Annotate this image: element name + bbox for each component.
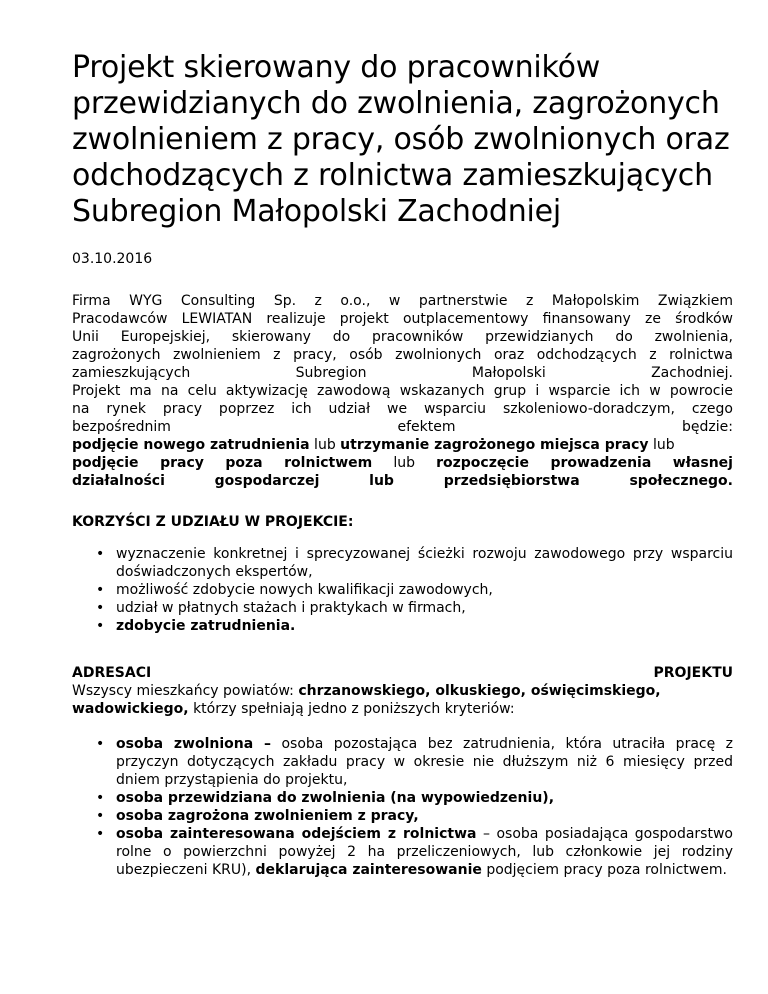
addressees-intro-suffix: którzy spełniają jedno z poniższych kryteriów: [188, 701, 515, 717]
addressees-heading-right: PROJEKTU [653, 665, 733, 681]
intro-effects-line [72, 436, 733, 454]
list-item [116, 789, 733, 807]
intro-effects-line [72, 472, 733, 490]
list-item-bold: osoba zwolniona – [116, 736, 272, 752]
or-connector: lub [309, 437, 341, 453]
addressees-heading-left: ADRESACI [72, 665, 152, 681]
intro-paragraph [72, 292, 733, 490]
effect-own-business: rozpoczęcie prowadzenia własnej [436, 455, 733, 471]
intro-line: Unii Europejskiej, skierowany do pracowników przewidzianych do zwolnienia, [72, 329, 733, 345]
intro-line: Projekt ma na celu aktywizację zawodową wskazanych grup i wsparcie ich w powrocie [72, 383, 733, 399]
page-title: Projekt skierowany do pracowników przewidzianych do zwolnienia, zagrożonych zwolnieniem z pracy, osób zwolnionych oraz odchodzących z rolnictwa zamieszkujących Subregion Małopolski Zachodniej [72, 50, 730, 229]
list-item [116, 807, 733, 825]
intro-effects-line [72, 454, 733, 472]
addressees-heading [72, 664, 733, 682]
addressees-intro-prefix: Wszyscy mieszkańcy powiatów: [72, 683, 299, 699]
effect-new-employment: podjęcie nowego zatrudnienia [72, 437, 310, 453]
criteria-list [72, 735, 733, 879]
list-item-bold: zdobycie zatrudnienia. [116, 618, 296, 634]
addressees-paragraph [72, 664, 733, 718]
county-list: chrzanowskiego, olkuskiego, oświęcimskiego, wadowickiego, [72, 683, 661, 717]
publish-date: 03.10.2016 [72, 251, 153, 267]
list-item [116, 735, 733, 789]
benefits-list [72, 545, 733, 635]
list-item-text: – osoba posiadająca gospodarstwo rolne o powierzchni powyżej 2 ha przeliczeniowych, lub członkowie jej rodziny ubezpieczeni KRU), [116, 826, 733, 878]
effect-own-business-cont: działalności gospodarczej lub przedsiębiorstwa społecznego. [72, 473, 733, 489]
list-item-bold: osoba zagrożona zwolnieniem z pracy, [116, 808, 419, 824]
intro-line: Firma WYG Consulting Sp. z o.o., w partnerstwie z Małopolskim Związkiem [72, 293, 733, 309]
effect-non-farm-work: podjęcie pracy poza rolnictwem [72, 455, 373, 471]
list-item [116, 617, 733, 635]
list-item-bold: osoba przewidziana do zwolnienia (na wypowiedzeniu), [116, 790, 555, 806]
benefits-heading: KORZYŚCI Z UDZIAŁU W PROJEKCIE: [72, 514, 354, 530]
list-item [116, 825, 733, 879]
list-item: • możliwość zdobycie nowych kwalifikacji zawodowych, [116, 581, 733, 599]
list-item-bold: osoba zainteresowana odejściem z rolnictwa [116, 826, 477, 842]
intro-line: na rynek pracy poprzez ich udział we wsparciu szkoleniowo-doradczym, czego [72, 401, 733, 417]
list-item: • udział w płatnych stażach i praktykach w firmach, [116, 599, 733, 617]
intro-line: Pracodawców LEWIATAN realizuje projekt outplacementowy finansowany ze środków [72, 311, 733, 327]
list-item-text: podjęciem pracy poza rolnictwem. [481, 862, 727, 878]
intro-line: bezpośrednim efektem będzie: [72, 419, 733, 435]
list-item: • wyznaczenie konkretnej i sprecyzowanej ścieżki rozwoju zawodowego przy wsparciu doświadczonych ekspertów, [116, 545, 733, 581]
list-item-text: osoba pozostająca bez zatrudnienia, która utraciła pracę z przyczyn dotyczących zakładu pracy w okresie nie dłuższym niż 6 miesięcy przed dniem przystąpienia do projektu, [116, 736, 733, 788]
effect-keep-job: utrzymanie zagrożonego miejsca pracy [340, 437, 649, 453]
intro-line: zamieszkujących Subregion Małopolski Zachodniej. [72, 365, 733, 381]
or-connector: lub [648, 437, 675, 453]
list-item-bold: deklarująca zainteresowanie [255, 862, 482, 878]
intro-line: zagrożonych zwolnieniem z pracy, osób zwolnionych oraz odchodzących z rolnictwa [72, 347, 733, 363]
or-connector: lub [372, 455, 437, 471]
addressees-intro [72, 683, 661, 717]
